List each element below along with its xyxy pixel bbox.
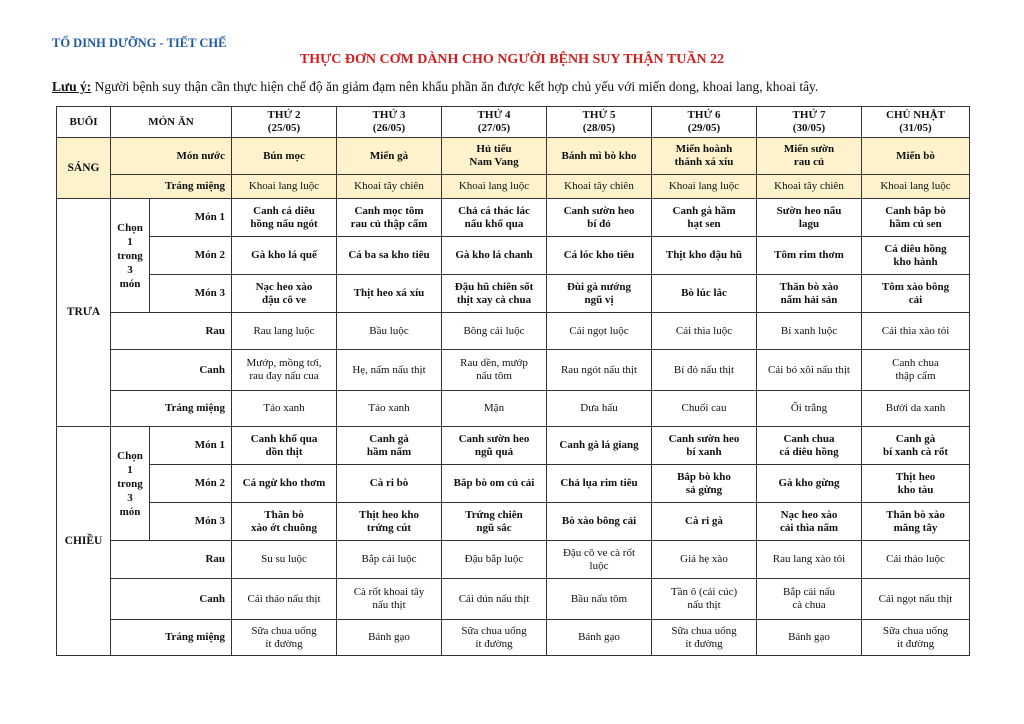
menu-item: Cải thìa luộc [652, 313, 757, 350]
menu-item: Canh bắp bò hầm củ sen [862, 199, 970, 237]
menu-item: Bắp cải nấu cà chua [757, 579, 862, 620]
menu-item: Cải ngọt nấu thịt [862, 579, 970, 620]
dish-label: Món 3 [150, 503, 232, 541]
department-name: TỔ DINH DƯỠNG - TIẾT CHẾ [52, 36, 227, 50]
menu-item: Canh sườn heo ngũ quả [442, 427, 547, 465]
table-row [57, 138, 970, 175]
menu-item: Đậu hũ chiên sốt thịt xay cà chua [442, 275, 547, 313]
header-day: THỨ 4 (27/05) [442, 107, 547, 138]
menu-item: Bắp bò kho sả gừng [652, 465, 757, 503]
note-label: Lưu ý: [52, 79, 92, 94]
dish-label: Canh [111, 579, 232, 620]
header-day: CHỦ NHẬT (31/05) [862, 107, 970, 138]
menu-item: Bí đỏ nấu thịt [652, 350, 757, 391]
menu-item: Rau ngót nấu thịt [547, 350, 652, 391]
menu-item: Thăn bò xào măng tây [862, 503, 970, 541]
menu-item: Đậu cô ve cà rốt luộc [547, 541, 652, 579]
menu-item: Miến hoành thánh xá xíu [652, 138, 757, 175]
menu-item: Bông cải luộc [442, 313, 547, 350]
menu-item: Sữa chua uống ít đường [442, 620, 547, 656]
menu-item: Rau dền, mướp nấu tôm [442, 350, 547, 391]
dish-label: Món 1 [150, 427, 232, 465]
menu-item: Mận [442, 391, 547, 427]
dish-label: Món 2 [150, 465, 232, 503]
menu-item: Thịt heo kho tàu [862, 465, 970, 503]
table-row [57, 237, 970, 275]
menu-item: Bí xanh luộc [757, 313, 862, 350]
menu-item: Chuối cau [652, 391, 757, 427]
menu-item: Hủ tiếu Nam Vang [442, 138, 547, 175]
table-row [57, 275, 970, 313]
menu-item: Thăn bò xào nấm hải sản [757, 275, 862, 313]
menu-item: Su su luộc [232, 541, 337, 579]
menu-item: Bưởi da xanh [862, 391, 970, 427]
menu-item: Đùi gà nướng ngũ vị [547, 275, 652, 313]
menu-item: Khoai lang luộc [652, 175, 757, 199]
dish-label: Rau [111, 313, 232, 350]
menu-item: Gà kho lá quế [232, 237, 337, 275]
menu-item: Khoai tây chiên [757, 175, 862, 199]
menu-item: Bánh gạo [337, 620, 442, 656]
menu-item: Bò lúc lắc [652, 275, 757, 313]
header-day: THỨ 5 (28/05) [547, 107, 652, 138]
choose-one-label: Chọn 1 trong 3 món [111, 199, 150, 313]
header-buoi: BUỔI [57, 107, 111, 138]
menu-item: Chả lụa rim tiêu [547, 465, 652, 503]
dish-label: Tráng miệng [111, 620, 232, 656]
menu-item: Canh chua cá diêu hồng [757, 427, 862, 465]
menu-item: Cải thìa xào tỏi [862, 313, 970, 350]
menu-item: Cá diêu hồng kho hành [862, 237, 970, 275]
table-row [57, 107, 970, 138]
menu-item: Cải thảo luộc [862, 541, 970, 579]
dish-label: Canh [111, 350, 232, 391]
menu-item: Canh cá diêu hồng nấu ngót [232, 199, 337, 237]
menu-item: Bún mọc [232, 138, 337, 175]
menu-item: Bầu nấu tôm [547, 579, 652, 620]
header-day: THỨ 7 (30/05) [757, 107, 862, 138]
header-mon-an: MÓN ĂN [111, 107, 232, 138]
menu-item: Sườn heo nấu lagu [757, 199, 862, 237]
table-row [57, 579, 970, 620]
menu-item: Gà kho gừng [757, 465, 862, 503]
menu-item: Cá lóc kho tiêu [547, 237, 652, 275]
menu-item: Rau lang xào tỏi [757, 541, 862, 579]
menu-item: Khoai lang luộc [442, 175, 547, 199]
menu-item: Dưa hấu [547, 391, 652, 427]
dish-label: Rau [111, 541, 232, 579]
table-row [57, 313, 970, 350]
menu-item: Táo xanh [232, 391, 337, 427]
menu-item: Mướp, mồng tơi, rau đay nấu cua [232, 350, 337, 391]
menu-item: Canh mọc tôm rau củ thập cẩm [337, 199, 442, 237]
menu-item: Bánh mì bò kho [547, 138, 652, 175]
table-row [57, 620, 970, 656]
menu-item: Thịt heo xá xíu [337, 275, 442, 313]
menu-item: Bầu luộc [337, 313, 442, 350]
menu-item: Bánh gạo [547, 620, 652, 656]
menu-item: Cải dún nấu thịt [442, 579, 547, 620]
menu-item: Cá ba sa kho tiêu [337, 237, 442, 275]
menu-item: Canh khổ qua dồn thịt [232, 427, 337, 465]
menu-item: Táo xanh [337, 391, 442, 427]
menu-item: Cà ri bò [337, 465, 442, 503]
menu-item: Giá hẹ xào [652, 541, 757, 579]
menu-item: Bò xào bông cải [547, 503, 652, 541]
menu-item: Cải thảo nấu thịt [232, 579, 337, 620]
note-text: Người bệnh suy thận cần thực hiện chế độ ăn giảm đạm nên khẩu phần ăn được kết hợp chủ yếu với miến dong, khoai lang, khoai tây. [91, 79, 819, 94]
menu-item: Canh gà hầm nấm [337, 427, 442, 465]
menu-item: Canh sườn heo bí xanh [652, 427, 757, 465]
menu-item: Thịt heo kho trứng cút [337, 503, 442, 541]
table-row [57, 465, 970, 503]
dish-label: Tráng miệng [111, 391, 232, 427]
menu-item: Sữa chua uống ít đường [232, 620, 337, 656]
table-row [57, 350, 970, 391]
session-chieu: CHIỀU [57, 427, 111, 656]
menu-item: Cải bó xôi nấu thịt [757, 350, 862, 391]
menu-item: Sữa chua uống ít đường [652, 620, 757, 656]
menu-item: Tần ô (cải cúc) nấu thịt [652, 579, 757, 620]
session-sang: SÁNG [57, 138, 111, 199]
table-row [57, 541, 970, 579]
choose-one-label: Chọn 1 trong 3 món [111, 427, 150, 541]
menu-item: Cá ngừ kho thơm [232, 465, 337, 503]
menu-item: Miến sườn rau củ [757, 138, 862, 175]
menu-item: Gà kho lá chanh [442, 237, 547, 275]
menu-title: THỰC ĐƠN CƠM DÀNH CHO NGƯỜI BỆNH SUY THẬN TUẦN 22 [299, 52, 725, 67]
menu-item: Thịt kho đậu hũ [652, 237, 757, 275]
dish-label: Món 1 [150, 199, 232, 237]
dish-label: Món 3 [150, 275, 232, 313]
menu-item: Canh gà bí xanh cà rốt [862, 427, 970, 465]
menu-item: Cải ngọt luộc [547, 313, 652, 350]
menu-item: Khoai lang luộc [862, 175, 970, 199]
dish-label: Món 2 [150, 237, 232, 275]
menu-item: Ổi trắng [757, 391, 862, 427]
menu-item: Trứng chiên ngũ sắc [442, 503, 547, 541]
menu-item: Thăn bò xào ớt chuông [232, 503, 337, 541]
table-row [57, 391, 970, 427]
menu-item: Canh gà hầm hạt sen [652, 199, 757, 237]
menu-item: Chả cá thác lác nấu khổ qua [442, 199, 547, 237]
menu-item: Tôm rim thơm [757, 237, 862, 275]
table-row [57, 427, 970, 465]
menu-table [56, 106, 970, 656]
session-trua: TRƯA [57, 199, 111, 427]
menu-item: Bắp bò om củ cải [442, 465, 547, 503]
menu-item: Rau lang luộc [232, 313, 337, 350]
menu-item: Canh gà lá giang [547, 427, 652, 465]
menu-item: Canh chua thập cẩm [862, 350, 970, 391]
menu-item: Cà ri gà [652, 503, 757, 541]
table-row [57, 199, 970, 237]
table-row [57, 503, 970, 541]
menu-item: Nạc heo xào đậu cô ve [232, 275, 337, 313]
header-day: THỨ 6 (29/05) [652, 107, 757, 138]
dish-label: Tráng miệng [111, 175, 232, 199]
dish-label: Món nước [111, 138, 232, 175]
header-day: THỨ 3 (26/05) [337, 107, 442, 138]
menu-item: Canh sườn heo bí đỏ [547, 199, 652, 237]
menu-item: Sữa chua uống ít đường [862, 620, 970, 656]
menu-item: Đậu bắp luộc [442, 541, 547, 579]
menu-item: Khoai tây chiên [547, 175, 652, 199]
menu-item: Khoai tây chiên [337, 175, 442, 199]
menu-item: Miến bò [862, 138, 970, 175]
menu-item: Tôm xào bông cải [862, 275, 970, 313]
menu-item: Bánh gạo [757, 620, 862, 656]
menu-item: Miến gà [337, 138, 442, 175]
menu-item: Hẹ, nấm nấu thịt [337, 350, 442, 391]
menu-item: Nạc heo xào cải thìa nấm [757, 503, 862, 541]
menu-item: Bắp cải luộc [337, 541, 442, 579]
header-day: THỨ 2 (25/05) [232, 107, 337, 138]
note [52, 79, 818, 95]
menu-item: Cà rốt khoai tây nấu thịt [337, 579, 442, 620]
menu-item: Khoai lang luộc [232, 175, 337, 199]
table-row [57, 175, 970, 199]
